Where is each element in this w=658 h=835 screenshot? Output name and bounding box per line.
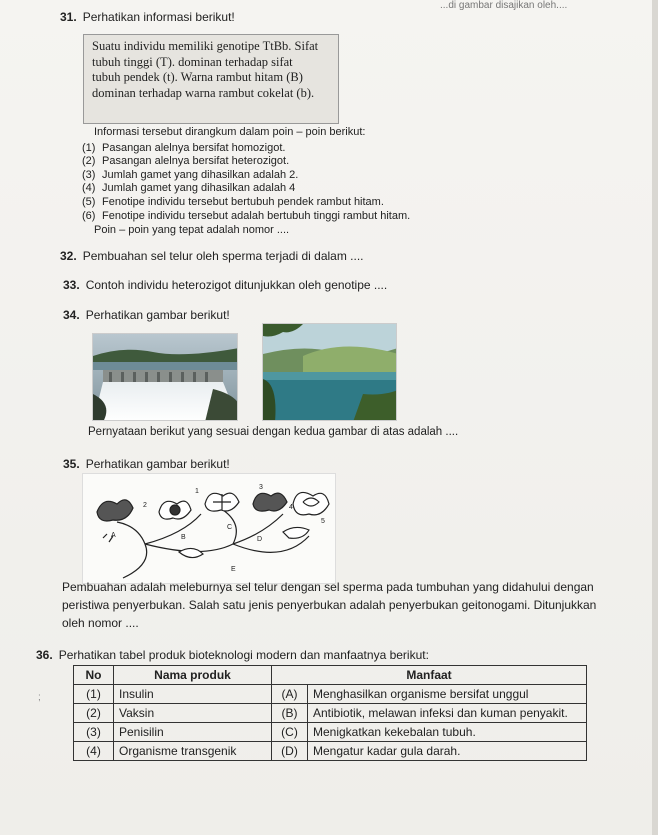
list-item: (4) Jumlah gamet yang dihasilkan adalah 4 [82,182,296,195]
figure-label: 4 [289,504,293,511]
table-row: (2) Vaksin (B) Antibiotik, melawan infeksi dan kuman penyakit. [74,704,587,723]
question-34-caption: Pernyataan berikut yang sesuai dengan kedua gambar di atas adalah .... [88,426,459,438]
figure-label: 2 [143,502,147,509]
info-line: tubuh tinggi (T). dominan terhadap sifat [92,54,293,69]
flower-5 [293,492,329,514]
statement-list [82,126,542,238]
table-row: (1) Insulin (A) Menghasilkan organisme bersifat unggul [74,685,587,704]
question-title: Perhatikan informasi berikut! [82,10,235,24]
table-row: (4) Organisme transgenik (D) Mengatur kadar gula darah. [74,742,587,761]
figure-label: 5 [321,518,325,525]
list-intro: Informasi tersebut dirangkum dalam poin – poin berikut: [94,126,366,138]
list-item: (3) Jumlah gamet yang dihasilkan adalah 2. [82,168,299,181]
question-36-title: 36. Perhatikan tabel produk bioteknologi modern dan manfaatnya berikut: [36,648,429,662]
question-34-title: 34. Perhatikan gambar berikut! [63,308,230,322]
question-35-title: 35. Perhatikan gambar berikut! [63,457,230,471]
flower-2 [159,501,191,519]
figure-label: 1 [195,488,199,495]
margin-mark: ; [38,692,41,703]
list-item: (1) Pasangan alelnya bersifat homozigot. [82,141,286,154]
table-header-row [74,666,587,685]
flower-3 [205,493,239,511]
stem-line [145,510,236,552]
figure-label: D [257,536,263,543]
cut-off-header-text: ...di gambar disajikan oleh.... [440,0,568,11]
biotech-table [73,665,587,761]
question-31-title [60,10,235,25]
list-question: Poin – poin yang tepat adalah nomor .... [94,224,290,237]
flower-1 [97,500,133,521]
info-line: tubuh pendek (t). Warna rambut hitam (B) [92,70,303,84]
figure-label: A [111,532,116,539]
figure-label: 3 [259,484,263,491]
col-header-no: No [74,666,114,685]
figure-label: C [227,524,233,531]
list-item: (2) Pasangan alelnya bersifat heterozigot. [82,155,290,168]
flower-pollination-figure [82,473,336,584]
question-35-paragraph: Pembuahan adalah meleburnya sel telur dengan sel sperma pada tumbuhan yang didahului dengan peristiwa penyerbukan. Salah satu jenis penyerbukan adalah penyerbukan geitonogami. Ditunjukkan oleh nomor .... [62,580,597,630]
col-header-product: Nama produk [114,666,272,685]
list-item: (5) Fenotipe individu tersebut bertubuh pendek rambut hitam. [82,195,384,208]
lake-photo [262,323,397,421]
flower-4 [253,493,287,511]
table-row: (3) Penisilin (C) Menigkatkan kekebalan tubuh. [74,723,587,742]
info-line: Suatu individu memiliki genotipe TtBb. Sifat [92,39,319,53]
figure-label: B [181,534,186,541]
dam-photo [92,333,238,421]
page-edge-shadow [652,0,658,835]
genotype-info-box [83,34,339,124]
info-line: dominan terhadap warna rambut cokelat (b). [92,85,315,100]
question-number: 31. [60,10,77,24]
question-33: 33. Contoh individu heterozigot ditunjukkan oleh genotipe .... [63,278,388,292]
stem-line [117,522,147,578]
figure-label: E [231,566,236,573]
question-32: 32. Pembuahan sel telur oleh sperma terjadi di dalam .... [60,249,364,263]
list-item: (6) Fenotipe individu tersebut adalah bertubuh tinggi rambut hitam. [82,209,411,222]
col-header-benefit: Manfaat [272,666,587,685]
